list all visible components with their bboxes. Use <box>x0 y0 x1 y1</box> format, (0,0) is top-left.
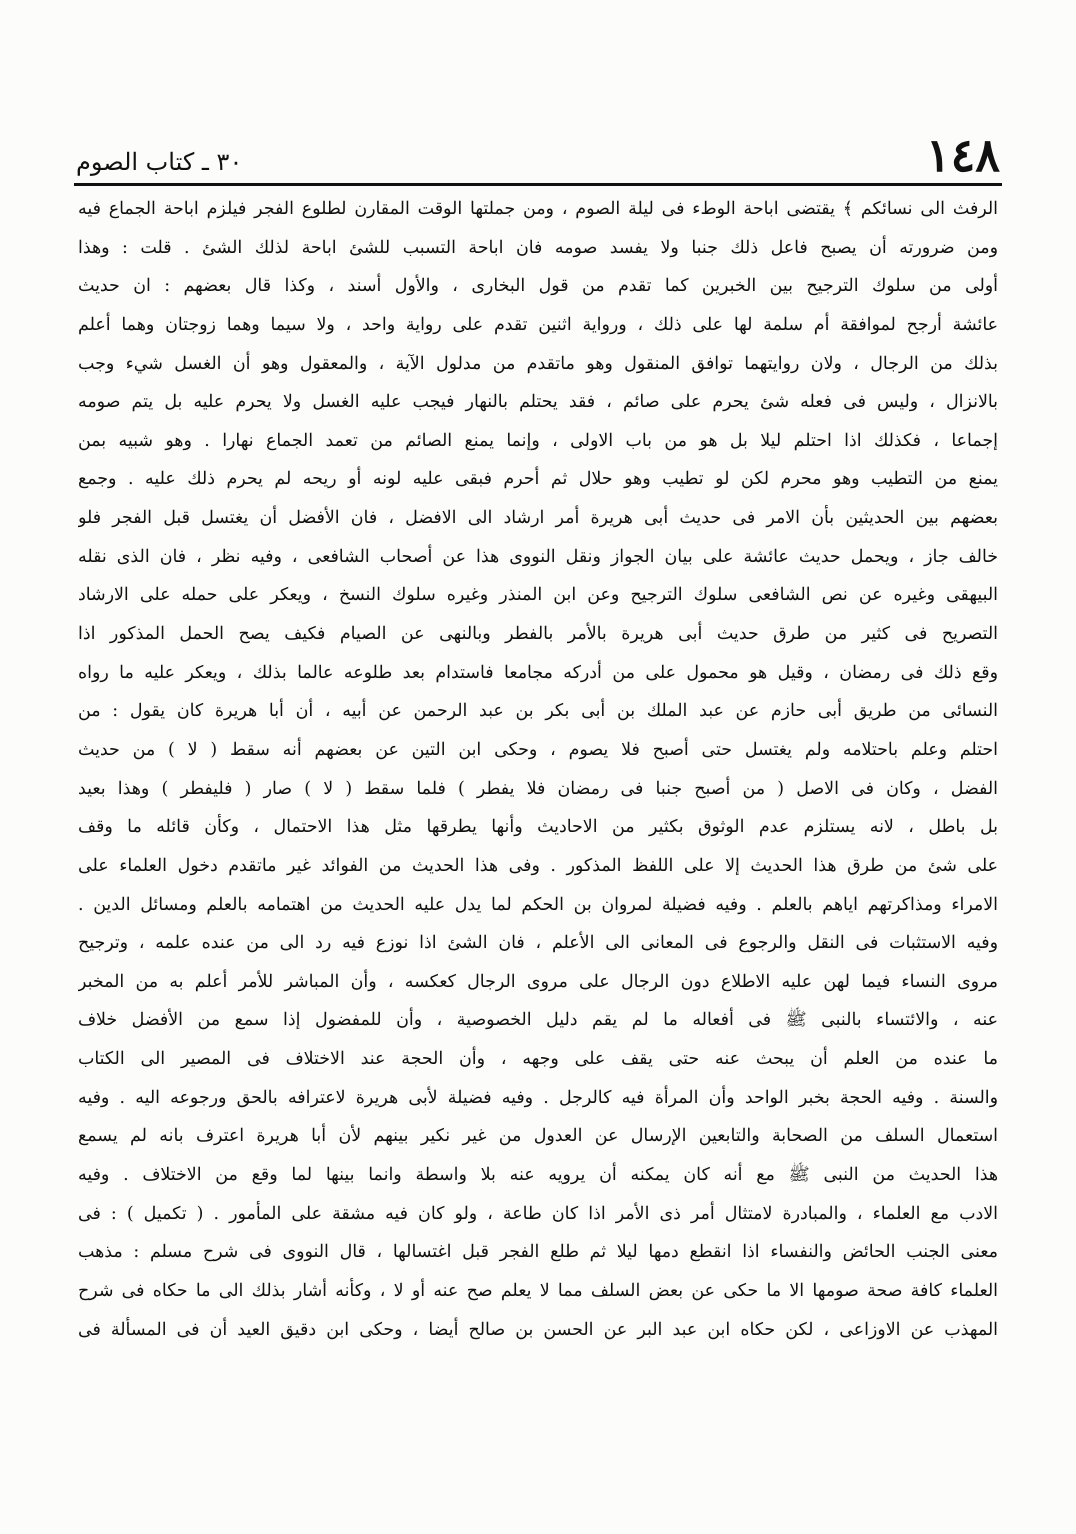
text-line: والسنة . وفيه الحجة بخبر الواحد وأن المرأة فيه كالرجل . وفيه فضيلة لأبى هريرة لاعترافه بالحق ورجوعه اليه . وفيه <box>78 1087 998 1108</box>
text-line: وفيه الاستثبات فى النقل والرجوع فى المعانى الى الأعلم ، فان الشئ اذا نوزع فيه رد الى من عنده علمه ، وترجيح <box>78 933 998 954</box>
text-line: معنى الجنب الحائض والنفساء اذا انقطع دمها ليلا ثم طلع الفجر قبل اغتسالها ، قال النووى فى شرح مسلم : مذهب <box>78 1242 998 1263</box>
text-line: النسائى من طريق أبى حازم عن عبد الملك بن أبى بكر بن عبد الرحمن عن أبيه ، أن أبا هريرة كان يقول : من <box>78 701 998 722</box>
text-line: عنه ، والائتساء بالنبى ﷺ فى أفعاله ما لم يقم دليل الخصوصية ، وأن للمفضول إذا سمع من الأفضل خلاف <box>78 1010 998 1031</box>
text-line: عائشة أرجح لموافقة أم سلمة لها على ذلك ، ورواية اثنين تقدم على رواية واحد ، ولا سيما وهما زوجتان وهما أعلم <box>78 314 998 335</box>
header-rule <box>74 183 1002 186</box>
text-line: بل باطل ، لانه يستلزم عدم الوثوق بكثير من الاحاديث وأنها يطرقها مثل هذا الاحتمال ، وكأن قائله ما وقف <box>78 817 998 838</box>
page-number: ١٤٨ <box>925 128 1000 182</box>
text-line: البيهقى وغيره عن نص الشافعى سلوك الترجيح وعن ابن المنذر وغيره سلوك النسخ ، ويعكر على حمله على الارشاد <box>78 585 998 606</box>
text-line: إجماعا ، فكذلك اذا احتلم ليلا بل هو من باب الاولى ، وإنما يمنع الصائم من تعمد الجماع نهارا . وهو شبيه بمن <box>78 430 998 451</box>
text-line: التصريح فى كثير من طرق حديث أبى هريرة بالأمر بالفطر وبالنهى عن الصيام فكيف يصح الحمل المذكور اذا <box>78 624 998 645</box>
text-line: أولى من سلوك الترجيح بين الخبرين كما تقدم من قول البخارى ، والأول أسند ، وكذا قال بعضهم : ان حديث <box>78 276 998 297</box>
text-line: خالف جاز ، ويحمل حديث عائشة على بيان الجواز ونقل النووى هذا عن أصحاب الشافعى ، وفيه نظر ، فان الذى نقله <box>78 546 998 567</box>
text-line: الرفث الى نسائكم ﴾ يقتضى اباحة الوطء فى ليلة الصوم ، ومن جملتها الوقت المقارن لطلوع الفجر فيلزم اباحة الجماع فيه <box>78 199 998 219</box>
text-line: وقع ذلك فى رمضان ، وقيل هو محمول على من أدركه مجامعا فاستدام بعد طلوعه عالما بذلك ، ويعكر عليه ما رواه <box>78 662 998 683</box>
text-line: ما عنده من العلم أن يبحث عنه حتى يقف على وجهه ، وأن الحجة عند الاختلاف فى المصير الى الكتاب <box>78 1049 998 1070</box>
text-line: على شئ من طرق هذا الحديث إلا على اللفظ المذكور . وفى هذا الحديث من الفوائد غير ماتقدم دخول العلماء على <box>78 855 998 876</box>
text-line: الادب مع العلماء ، والمبادرة لامتثال أمر ذى الأمر اذا كان طاعة ، ولو كان فيه مشقة على المأمور . ( تكميل ) : فى <box>78 1203 998 1224</box>
text-line: العلماء كافة صحة صومها الا ما حكى عن بعض السلف مما لا يعلم صح عنه أو لا ، وكأنه أشار بذلك الى ما حكاه فى شرح <box>78 1280 998 1301</box>
text-line: يمنع من التطيب وهو محرم لكن لو تطيب وهو حلال ثم أحرم فبقى عليه لونه أو ريحه لم يحرم ذلك عليه . وجمع <box>78 469 998 490</box>
chapter-title: ٣٠ ـ كتاب الصوم <box>76 148 243 176</box>
text-line: ومن ضرورته أن يصبح فاعل ذلك جنبا ولا يفسد صومه فان اباحة التسبب للشئ اباحة لذلك الشئ . قلت : وهذا <box>78 237 998 258</box>
text-line: استعمال السلف من الصحابة والتابعين الإرسال عن العدول من غير نكير بينهم لأن أبا هريرة اعترف بانه لم يسمع <box>78 1126 998 1147</box>
text-line: الامراء ومذاكرتهم اياهم بالعلم . وفيه فضيلة لمروان بن الحكم لما يدل عليه الحديث من اهتمامه بالعلم ومسائل الدين . <box>78 894 998 915</box>
text-line: مروى النساء فيما لهن عليه الاطلاع دون الرجال على مروى الرجال كعكسه ، وأن المباشر للأمر أعلم به من المخبر <box>78 971 998 992</box>
text-line: المهذب عن الاوزاعى ، لكن حكاه ابن عبد البر عن الحسن بن صالح أيضا ، وحكى ابن دقيق العيد أن فى المسألة فى <box>78 1319 998 1340</box>
text-line: احتلم وعلم باحتلامه ولم يغتسل حتى أصبح فلا يصوم ، وحكى ابن التين عن بعضهم أنه سقط ( لا ) من حديث <box>78 739 998 760</box>
text-line: الفضل ، وكان فى الاصل ( من أصبح جنبا فى رمضان فلا يفطر ) فلما سقط ( لا ) صار ( فليفطر ) وهذا بعيد <box>78 778 998 799</box>
text-line: بالانزال ، وليس فى فعله شئ يحرم على صائم ، فقد يحتلم بالنهار فيجب عليه الغسل ولا يحرم عليه بل يتم صومه <box>78 392 998 413</box>
page-header <box>76 128 1000 182</box>
text-line: بعضهم بين الحديثين بأن الامر فى حديث أبى هريرة أمر ارشاد الى الافضل ، فان الأفضل أن يغتسل قبل الفجر فلو <box>78 508 998 529</box>
text-line: بذلك من الرجال ، ولان روايتهما توافق المنقول وهو ماتقدم من مدلول الآية ، والمعقول وهو أن الغسل شيء وجب <box>78 353 998 374</box>
body-text <box>78 190 998 1349</box>
text-line: هذا الحديث من النبى ﷺ مع أنه كان يمكنه أن يرويه عنه بلا واسطة وانما بينها لما وقع من الاختلاف . وفيه <box>78 1165 998 1186</box>
